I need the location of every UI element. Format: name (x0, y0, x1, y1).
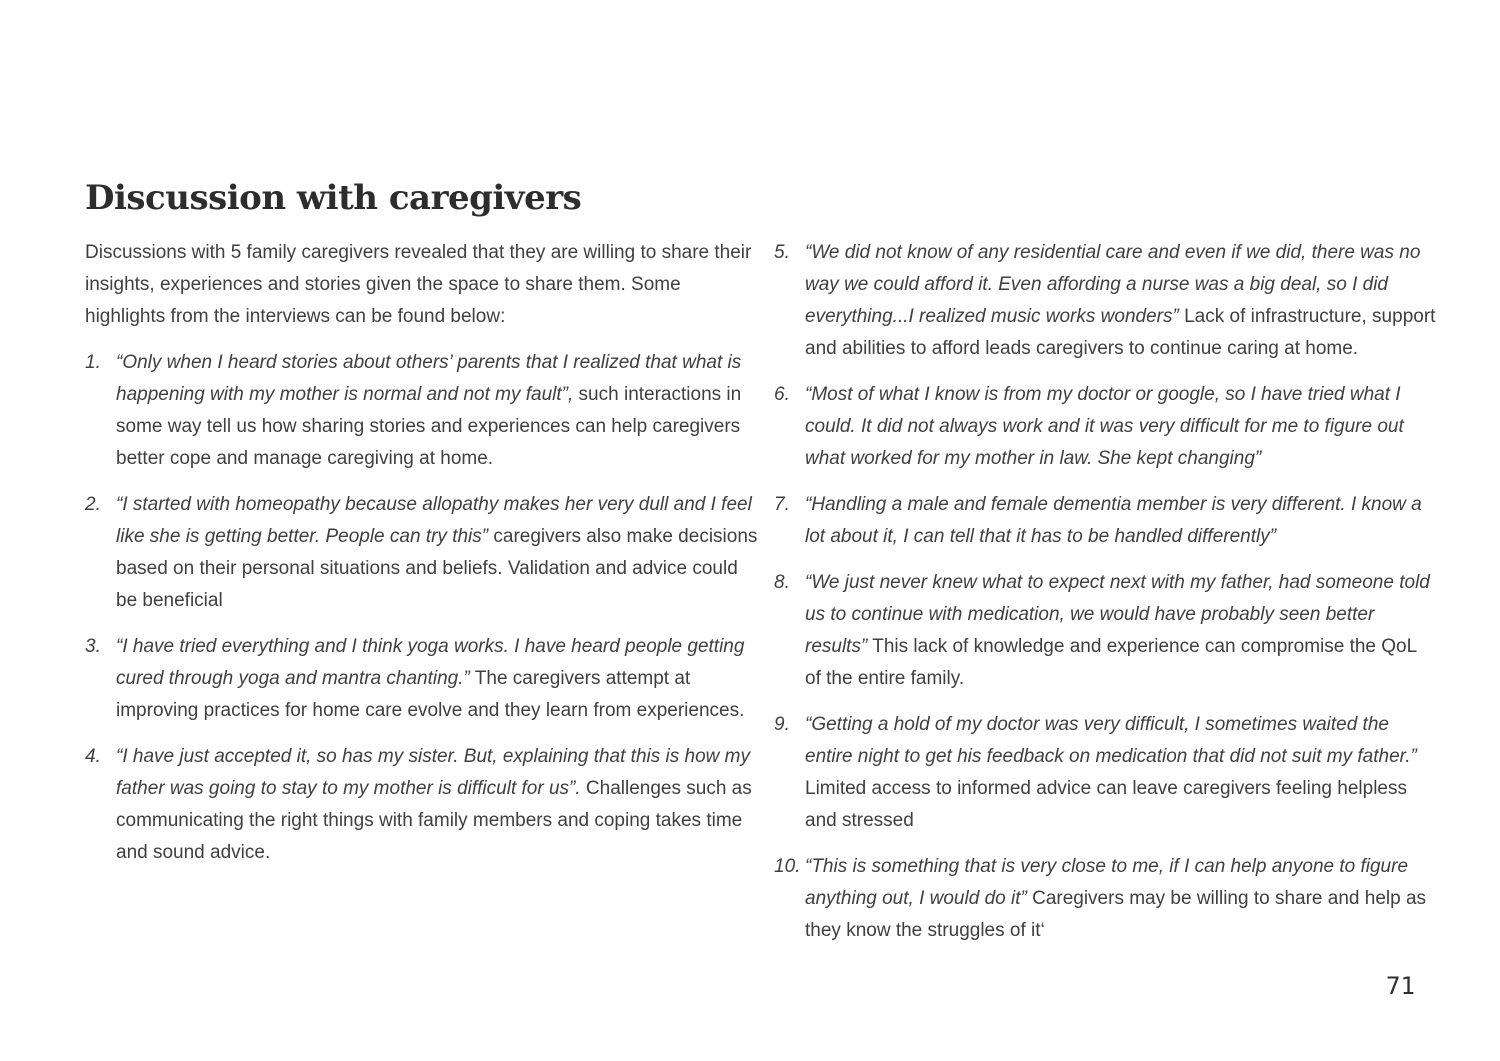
list-item-text (805, 379, 1437, 475)
commentary-text: The caregivers attempt at improving practices for home care evolve and they learn from experiences. (116, 668, 745, 721)
commentary-text: Lack of infrastructure, support and abilities to afford leads caregivers to continue caring at home. (805, 306, 1436, 359)
list-item (774, 489, 1437, 553)
caregiver-quotes-list-right (774, 237, 1437, 947)
quote-text: “This is something that is very close to me, if I can help anyone to figure anything out, I would do it” (805, 856, 1409, 909)
list-item (774, 567, 1437, 695)
list-item-number: 7. (774, 494, 790, 515)
list-item-number: 9. (774, 714, 790, 735)
quote-text: “I have just accepted it, so has my sister. But, explaining that this is how my father was going to stay to my mother is difficult for us”. (116, 746, 750, 799)
list-item-text (116, 741, 761, 869)
list-item-text (805, 709, 1437, 837)
list-item (85, 741, 761, 869)
quote-text: “I have tried everything and I think yoga works. I have heard people getting cured through yoga and mantra chanting.” (116, 636, 745, 689)
list-item (85, 347, 761, 475)
list-item-number: 2. (85, 494, 101, 515)
caregiver-quotes-list-left (85, 347, 761, 869)
list-item-text (116, 631, 761, 727)
list-item-number: 1. (85, 352, 101, 373)
commentary-text: Challenges such as communicating the right things with family members and coping takes time and sound advice. (116, 778, 752, 863)
commentary-text: such interactions in some way tell us how sharing stories and experiences can help caregivers better cope and manage caregiving at home. (116, 384, 742, 469)
quote-text: “We did not know of any residential care and even if we did, there was no way we could afford it. Even affording a nurse was a big deal, so I did everything...I realized music works wonders” (805, 242, 1421, 327)
quote-text: “Most of what I know is from my doctor or google, so I have tried what I could. It did not always work and it was very difficult for me to figure out what worked for my mother in law. She kept changing” (805, 384, 1404, 469)
list-item (774, 851, 1437, 947)
quote-text: “Handling a male and female dementia member is very different. I know a lot about it, I can tell that it has to be handled differently” (805, 494, 1422, 547)
list-item-number: 3. (85, 636, 101, 657)
left-column (85, 237, 761, 947)
right-column (774, 237, 1437, 947)
page-title: Discussion with caregivers (85, 178, 582, 218)
quote-text: “We just never knew what to expect next with my father, had someone told us to continue with medication, we would have probably seen better results” (805, 572, 1430, 657)
commentary-text: This lack of knowledge and experience can compromise the QoL of the entire family. (805, 636, 1417, 689)
list-item (774, 237, 1437, 365)
page-number: 71 (1386, 972, 1415, 1000)
list-item-text (805, 851, 1437, 947)
intro-paragraph: Discussions with 5 family caregivers revealed that they are willing to share their insights, experiences and stories given the space to share them. Some highlights from the interviews can be found below: (85, 242, 752, 327)
list-item-text (805, 237, 1437, 365)
commentary-text: caregivers also make decisions based on their personal situations and beliefs. Validation and advice could be beneficial (116, 526, 758, 611)
list-item-number: 5. (774, 242, 790, 263)
quote-text: “Only when I heard stories about others’ parents that I realized that what is happening with my mother is normal and not my fault”, (116, 352, 742, 405)
quote-text: “Getting a hold of my doctor was very difficult, I sometimes waited the entire night to get his feedback on medication that did not suit my father.” (805, 714, 1417, 767)
list-item (85, 489, 761, 617)
list-item-number: 10. (774, 856, 801, 877)
commentary-text: Limited access to informed advice can leave caregivers feeling helpless and stressed (805, 778, 1407, 831)
list-item-number: 8. (774, 572, 790, 593)
quote-text: “I started with homeopathy because allopathy makes her very dull and I feel like she is getting better. People can try this” (116, 494, 752, 547)
list-item-text (805, 489, 1437, 553)
list-item-text (805, 567, 1437, 695)
list-item (774, 379, 1437, 475)
two-column-layout (85, 237, 1437, 947)
list-item-number: 4. (85, 746, 101, 767)
list-item-number: 6. (774, 384, 790, 405)
list-item (774, 709, 1437, 837)
list-item-text (116, 489, 761, 617)
list-item (85, 631, 761, 727)
list-item-text (116, 347, 761, 475)
commentary-text: Caregivers may be willing to share and help as they know the struggles of it‘ (805, 888, 1427, 941)
